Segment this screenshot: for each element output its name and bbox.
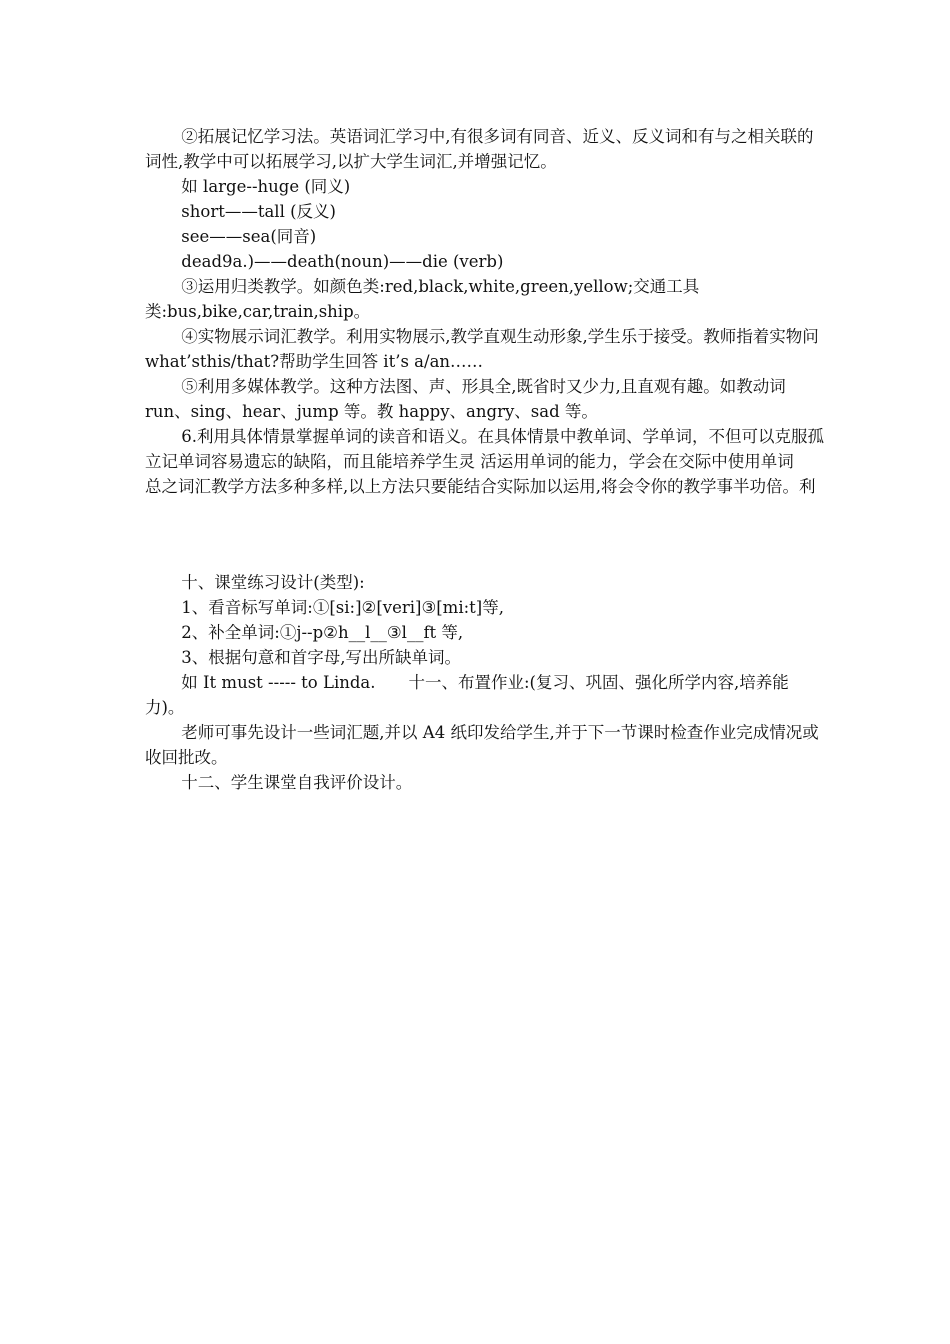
paragraph-teacher-prep: 老师可事先设计一些词汇题,并以 A4 纸印发给学生,并于下一节课时检查作业完成情况或收回批改。 [145,723,819,767]
paragraph-realia: ④实物展示词汇教学。利用实物展示,教学直观生动形象,学生乐于接受。教师指着实物问 what’sthis/that?帮助学生回答 it’s a/an…… [145,327,819,371]
heading-exercise-design: 十、课堂练习设计(类型): [181,573,365,592]
example-homophone: see——sea(同音) [181,227,317,246]
paragraph-expand-memory: ②拓展记忆学习法。英语词汇学习中,有很多词有同音、近义、反义词和有与之相关联的词性,教学中可以拓展学习,以扩大学生词汇,并增强记忆。 [145,127,814,171]
paragraph-categorize: ③运用归类教学。如颜色类:red,black,white,green,yellow;交通工具类:bus,bike,car,train,ship。 [145,277,700,321]
exercise-item-2: 2、补全单词:①j--p②h__l__③l__ft 等, [181,623,464,642]
paragraph-homework: 如 It must ----- to Linda. 十一、布置作业:(复习、巩固、强化所学内容,培养能力)。 [145,673,789,717]
example-antonym: short——tall (反义) [181,202,336,221]
vocab-methods-section [145,124,825,499]
exercises-section [145,570,825,795]
exercise-item-1: 1、看音标写单词:①[si:]②[veri]③[mi:t]等, [181,598,504,617]
paragraph-context: 6.利用具体情景掌握单词的读音和语义。在具体情景中教单词、学单词，不但可以克服孤立记单词容易遗忘的缺陷，而且能培养学生灵 活运用单词的能力，学会在交际中使用单词 总之词汇教学方法多种多样,以上方法只要能结合实际加以运用,将会令你的教学事半功倍。利 [145,427,825,496]
exercise-item-3: 3、根据句意和首字母,写出所缺单词。 [181,648,462,667]
heading-self-evaluation: 十二、学生课堂自我评价设计。 [181,773,413,792]
paragraph-multimedia: ⑤利用多媒体教学。这种方法图、声、形具全,既省时又少力,且直观有趣。如教动词 run、sing、hear、jump 等。教 happy、angry、sad 等。 [145,377,786,421]
example-synonym: 如 large--huge (同义) [181,177,351,196]
example-word-forms: dead9a.)——death(noun)——die (verb) [181,252,504,271]
